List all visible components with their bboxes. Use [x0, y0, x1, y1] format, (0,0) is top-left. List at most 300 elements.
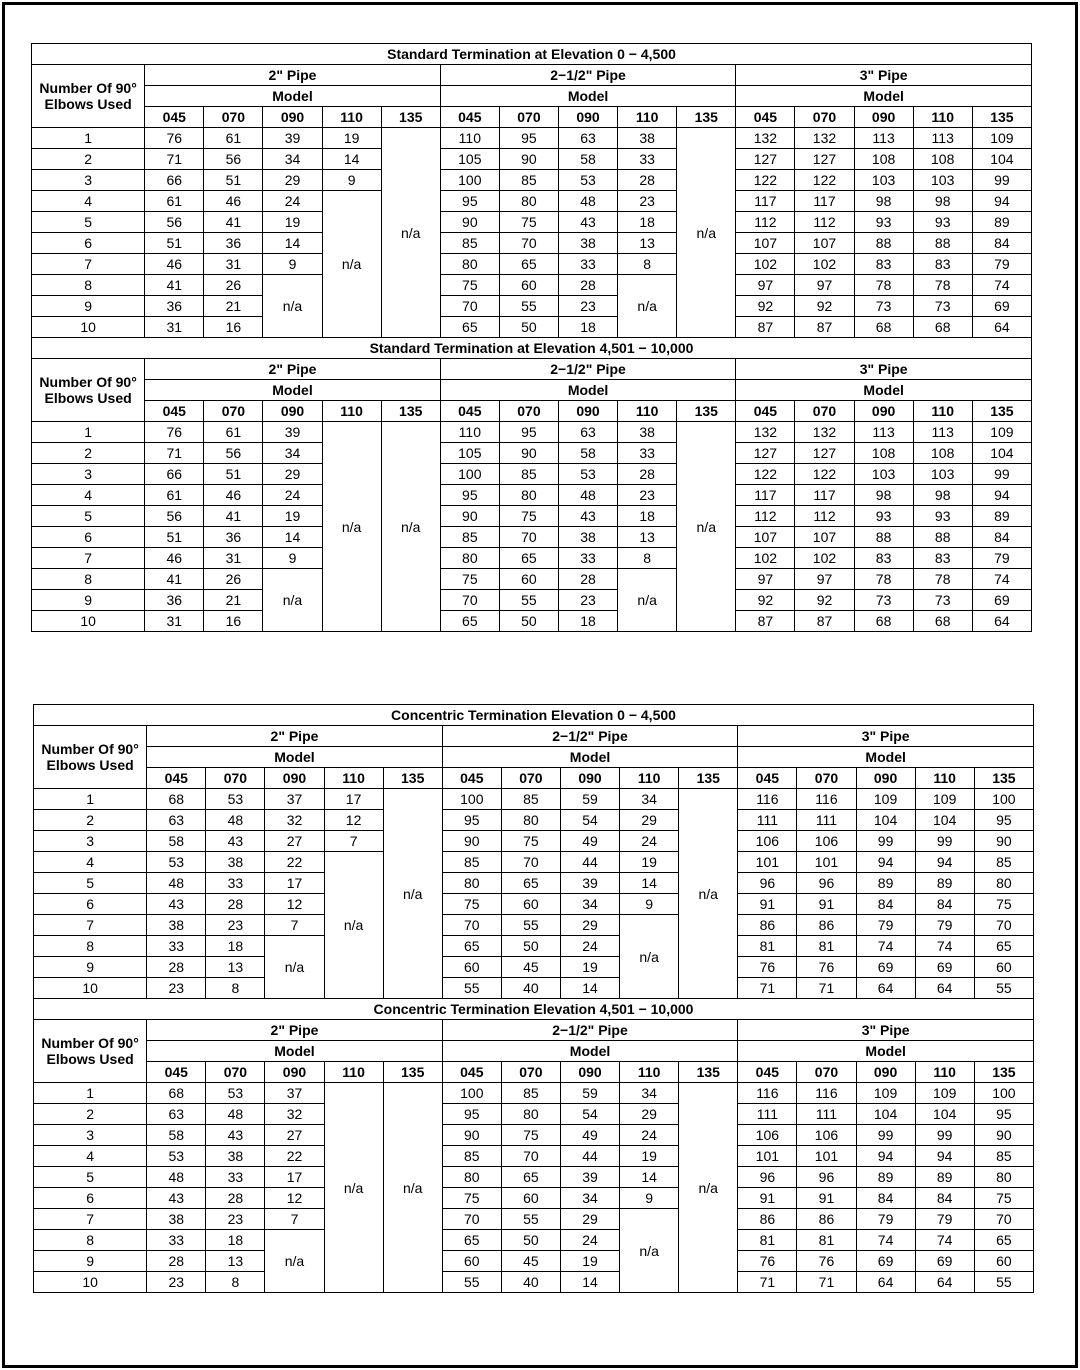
length-value-cell: 73	[913, 296, 972, 317]
length-value-cell: 65	[501, 1167, 560, 1188]
length-value-cell: 94	[856, 1146, 915, 1167]
length-value-cell: 122	[736, 170, 795, 191]
elbow-count-cell: 4	[34, 1146, 147, 1167]
length-value-cell: 53	[206, 789, 265, 810]
length-value-cell: 31	[204, 548, 263, 569]
length-value-cell: 9	[322, 170, 381, 191]
length-value-cell: 34	[263, 149, 322, 170]
length-value-cell: 70	[501, 852, 560, 873]
length-value-cell: 61	[145, 191, 204, 212]
length-value-cell: 105	[440, 149, 499, 170]
length-value-cell: 132	[736, 422, 795, 443]
length-value-cell: 70	[440, 296, 499, 317]
length-value-cell: 80	[442, 873, 501, 894]
model-code: 045	[738, 768, 797, 789]
length-value-cell: 61	[204, 128, 263, 149]
length-value-cell: 64	[915, 978, 974, 999]
length-value-cell: 33	[558, 254, 617, 275]
model-code: 070	[797, 768, 856, 789]
standard-termination-table	[31, 43, 1032, 632]
length-value-cell: 89	[856, 1167, 915, 1188]
model-label: Model	[147, 747, 443, 768]
length-value-cell: 70	[974, 915, 1033, 936]
length-value-cell: 100	[974, 789, 1033, 810]
table-row	[34, 789, 1034, 810]
length-value-cell: 79	[856, 1209, 915, 1230]
length-value-cell: 55	[501, 915, 560, 936]
length-value-cell: 100	[974, 1083, 1033, 1104]
length-value-cell: 18	[206, 936, 265, 957]
model-code: 070	[204, 401, 263, 422]
table-row	[34, 1083, 1034, 1104]
length-value-cell: 113	[854, 422, 913, 443]
length-value-cell: 44	[560, 1146, 619, 1167]
pipe-size-header: 3" Pipe	[738, 1020, 1034, 1041]
model-code: 090	[854, 107, 913, 128]
length-value-cell: 70	[974, 1209, 1033, 1230]
length-value-cell: 38	[618, 422, 677, 443]
length-value-cell: 104	[972, 149, 1031, 170]
length-value-cell: 94	[972, 191, 1031, 212]
length-value-cell: 85	[974, 1146, 1033, 1167]
length-value-cell: 91	[797, 1188, 856, 1209]
model-label-row	[32, 86, 1032, 107]
table-row	[34, 1104, 1034, 1125]
length-value-cell: 69	[915, 1251, 974, 1272]
length-value-cell: 43	[558, 506, 617, 527]
length-value-cell: 106	[738, 831, 797, 852]
elbow-count-cell: 2	[34, 810, 147, 831]
length-value-cell: 102	[736, 548, 795, 569]
model-code: 045	[442, 1062, 501, 1083]
length-value-cell: 86	[738, 915, 797, 936]
length-value-cell: 112	[795, 506, 854, 527]
model-code: 045	[736, 401, 795, 422]
length-value-cell: 79	[856, 915, 915, 936]
length-value-cell: 70	[440, 590, 499, 611]
length-value-cell: 80	[440, 254, 499, 275]
model-label: Model	[442, 747, 738, 768]
length-value-cell: 85	[440, 233, 499, 254]
elbow-count-cell: 10	[32, 317, 145, 338]
length-value-cell: 31	[204, 254, 263, 275]
length-value-cell: 74	[856, 1230, 915, 1251]
length-value-cell: 88	[913, 527, 972, 548]
length-value-cell: 122	[795, 464, 854, 485]
elbow-count-cell: 9	[34, 1251, 147, 1272]
elbow-count-cell: 5	[32, 212, 145, 233]
length-value-cell: 71	[797, 978, 856, 999]
elbow-count-cell: 5	[34, 1167, 147, 1188]
model-code: 045	[440, 107, 499, 128]
length-value-cell: 80	[501, 1104, 560, 1125]
row-header-elbows: Number Of 90° Elbows Used	[34, 726, 147, 789]
length-value-cell: 94	[915, 852, 974, 873]
length-value-cell: 107	[795, 233, 854, 254]
length-value-cell: 116	[738, 789, 797, 810]
length-value-cell: 116	[797, 1083, 856, 1104]
length-value-cell: 80	[442, 1167, 501, 1188]
table-row	[34, 1167, 1034, 1188]
length-value-cell: 9	[620, 894, 679, 915]
length-value-cell: 12	[265, 1188, 324, 1209]
length-value-cell: 86	[738, 1209, 797, 1230]
length-value-cell: 24	[560, 1230, 619, 1251]
table-row	[32, 485, 1032, 506]
elbow-count-cell: 3	[34, 1125, 147, 1146]
length-value-cell: 41	[145, 275, 204, 296]
length-value-cell: 75	[974, 894, 1033, 915]
length-value-cell: 65	[974, 936, 1033, 957]
length-value-cell: 92	[795, 590, 854, 611]
length-value-cell: 92	[795, 296, 854, 317]
na-cell: n/a	[677, 128, 736, 338]
length-value-cell: 26	[204, 275, 263, 296]
length-value-cell: 74	[972, 275, 1031, 296]
length-value-cell: 112	[736, 506, 795, 527]
elbow-count-cell: 7	[34, 1209, 147, 1230]
length-value-cell: 40	[501, 978, 560, 999]
model-code: 110	[618, 107, 677, 128]
pipe-size-header: 2" Pipe	[147, 1020, 443, 1041]
length-value-cell: 19	[560, 957, 619, 978]
model-code: 045	[147, 768, 206, 789]
model-code: 110	[322, 107, 381, 128]
length-value-cell: 55	[974, 978, 1033, 999]
length-value-cell: 63	[147, 810, 206, 831]
length-value-cell: 14	[560, 978, 619, 999]
elbow-count-cell: 6	[34, 894, 147, 915]
model-code: 135	[679, 1062, 738, 1083]
model-label-row	[32, 380, 1032, 401]
elbow-count-cell: 10	[32, 611, 145, 632]
elbow-count-cell: 9	[34, 957, 147, 978]
length-value-cell: 102	[795, 254, 854, 275]
length-value-cell: 8	[206, 1272, 265, 1293]
length-value-cell: 19	[620, 1146, 679, 1167]
length-value-cell: 95	[974, 810, 1033, 831]
length-value-cell: 60	[974, 957, 1033, 978]
length-value-cell: 28	[558, 275, 617, 296]
model-code: 110	[913, 107, 972, 128]
pipe-size-header: 2−1/2" Pipe	[440, 359, 736, 380]
elbow-count-cell: 10	[34, 1272, 147, 1293]
length-value-cell: 43	[147, 1188, 206, 1209]
length-value-cell: 34	[560, 894, 619, 915]
length-value-cell: 88	[854, 233, 913, 254]
length-value-cell: 46	[204, 191, 263, 212]
length-value-cell: 85	[499, 464, 558, 485]
length-value-cell: 85	[499, 170, 558, 191]
length-value-cell: 56	[204, 149, 263, 170]
length-value-cell: 83	[913, 254, 972, 275]
length-value-cell: 28	[147, 957, 206, 978]
elbow-count-cell: 2	[34, 1104, 147, 1125]
length-value-cell: 38	[558, 527, 617, 548]
elbow-count-cell: 3	[32, 170, 145, 191]
length-value-cell: 109	[915, 1083, 974, 1104]
length-value-cell: 59	[560, 789, 619, 810]
na-cell: n/a	[677, 422, 736, 632]
length-value-cell: 99	[972, 464, 1031, 485]
model-code: 110	[620, 768, 679, 789]
model-code: 045	[442, 768, 501, 789]
length-value-cell: 85	[442, 852, 501, 873]
length-value-cell: 70	[442, 1209, 501, 1230]
length-value-cell: 18	[558, 317, 617, 338]
na-cell: n/a	[618, 275, 677, 338]
length-value-cell: 84	[915, 894, 974, 915]
length-value-cell: 94	[915, 1146, 974, 1167]
length-value-cell: 92	[736, 296, 795, 317]
elbow-count-cell: 5	[34, 873, 147, 894]
length-value-cell: 71	[797, 1272, 856, 1293]
length-value-cell: 90	[974, 1125, 1033, 1146]
length-value-cell: 60	[974, 1251, 1033, 1272]
table-row	[32, 527, 1032, 548]
elbow-count-cell: 2	[32, 149, 145, 170]
model-code: 090	[856, 768, 915, 789]
length-value-cell: 73	[854, 296, 913, 317]
elbow-count-cell: 1	[34, 1083, 147, 1104]
model-code: 135	[381, 401, 440, 422]
model-code: 090	[558, 401, 617, 422]
length-value-cell: 61	[204, 422, 263, 443]
length-value-cell: 21	[204, 590, 263, 611]
length-value-cell: 69	[972, 296, 1031, 317]
length-value-cell: 29	[560, 915, 619, 936]
length-value-cell: 46	[204, 485, 263, 506]
length-value-cell: 89	[915, 873, 974, 894]
length-value-cell: 132	[795, 422, 854, 443]
length-value-cell: 90	[499, 149, 558, 170]
length-value-cell: 81	[738, 936, 797, 957]
length-value-cell: 79	[915, 1209, 974, 1230]
length-value-cell: 64	[972, 317, 1031, 338]
length-value-cell: 70	[499, 233, 558, 254]
length-value-cell: 63	[147, 1104, 206, 1125]
table-row	[32, 548, 1032, 569]
model-code: 135	[677, 401, 736, 422]
length-value-cell: 95	[442, 1104, 501, 1125]
length-value-cell: 43	[558, 212, 617, 233]
model-label: Model	[440, 380, 736, 401]
length-value-cell: 24	[560, 936, 619, 957]
length-value-cell: 53	[147, 1146, 206, 1167]
length-value-cell: 66	[145, 464, 204, 485]
length-value-cell: 111	[797, 1104, 856, 1125]
model-label: Model	[736, 380, 1032, 401]
length-value-cell: 33	[206, 873, 265, 894]
length-value-cell: 113	[913, 128, 972, 149]
length-value-cell: 31	[145, 611, 204, 632]
model-code: 070	[795, 401, 854, 422]
model-code: 090	[263, 107, 322, 128]
length-value-cell: 14	[263, 527, 322, 548]
length-value-cell: 39	[263, 128, 322, 149]
elbow-count-cell: 6	[32, 233, 145, 254]
length-value-cell: 98	[913, 191, 972, 212]
length-value-cell: 23	[618, 485, 677, 506]
length-value-cell: 109	[856, 1083, 915, 1104]
length-value-cell: 90	[974, 831, 1033, 852]
table-row	[34, 852, 1034, 873]
length-value-cell: 16	[204, 611, 263, 632]
length-value-cell: 110	[440, 128, 499, 149]
na-cell: n/a	[620, 1209, 679, 1293]
pipe-header-row	[32, 65, 1032, 86]
length-value-cell: 14	[322, 149, 381, 170]
length-value-cell: 75	[974, 1188, 1033, 1209]
length-value-cell: 117	[795, 191, 854, 212]
model-code: 135	[677, 107, 736, 128]
length-value-cell: 107	[795, 527, 854, 548]
pipe-size-header: 3" Pipe	[736, 359, 1032, 380]
length-value-cell: 7	[265, 915, 324, 936]
length-value-cell: 48	[558, 485, 617, 506]
section-title: Concentric Termination Elevation 0 − 4,500	[34, 705, 1034, 726]
length-value-cell: 95	[440, 485, 499, 506]
elbow-count-cell: 4	[32, 191, 145, 212]
length-value-cell: 99	[856, 831, 915, 852]
model-code: 110	[618, 401, 677, 422]
table-row	[32, 422, 1032, 443]
length-value-cell: 103	[854, 170, 913, 191]
model-code: 110	[620, 1062, 679, 1083]
model-code: 070	[795, 107, 854, 128]
length-value-cell: 78	[913, 275, 972, 296]
length-value-cell: 84	[915, 1188, 974, 1209]
length-value-cell: 86	[797, 915, 856, 936]
model-code: 110	[324, 1062, 383, 1083]
length-value-cell: 79	[915, 915, 974, 936]
table-row	[32, 254, 1032, 275]
elbow-count-cell: 2	[32, 443, 145, 464]
length-value-cell: 84	[856, 1188, 915, 1209]
length-value-cell: 18	[618, 506, 677, 527]
section-title-row	[32, 44, 1032, 65]
length-value-cell: 91	[797, 894, 856, 915]
model-code: 070	[797, 1062, 856, 1083]
model-code: 090	[560, 1062, 619, 1083]
model-code: 045	[145, 401, 204, 422]
length-value-cell: 18	[206, 1230, 265, 1251]
length-value-cell: 23	[206, 915, 265, 936]
length-value-cell: 97	[736, 569, 795, 590]
length-value-cell: 29	[263, 170, 322, 191]
length-value-cell: 41	[204, 212, 263, 233]
length-value-cell: 39	[263, 422, 322, 443]
model-code: 090	[856, 1062, 915, 1083]
length-value-cell: 97	[795, 569, 854, 590]
length-value-cell: 70	[499, 527, 558, 548]
length-value-cell: 60	[442, 1251, 501, 1272]
length-value-cell: 87	[736, 611, 795, 632]
length-value-cell: 27	[265, 831, 324, 852]
length-value-cell: 39	[560, 1167, 619, 1188]
length-value-cell: 58	[147, 831, 206, 852]
length-value-cell: 33	[618, 149, 677, 170]
model-code: 070	[499, 107, 558, 128]
length-value-cell: 41	[204, 506, 263, 527]
length-value-cell: 97	[736, 275, 795, 296]
table-row	[34, 1230, 1034, 1251]
table-row	[34, 873, 1034, 894]
length-value-cell: 38	[147, 1209, 206, 1230]
length-value-cell: 68	[147, 1083, 206, 1104]
length-value-cell: 37	[265, 789, 324, 810]
section-title: Standard Termination at Elevation 0 − 4,500	[32, 44, 1032, 65]
table-row	[32, 149, 1032, 170]
length-value-cell: 109	[972, 422, 1031, 443]
length-value-cell: 56	[204, 443, 263, 464]
length-value-cell: 103	[913, 464, 972, 485]
length-value-cell: 63	[558, 422, 617, 443]
model-code-row	[34, 1062, 1034, 1083]
length-value-cell: 12	[324, 810, 383, 831]
length-value-cell: 23	[618, 191, 677, 212]
length-value-cell: 111	[797, 810, 856, 831]
length-value-cell: 89	[972, 212, 1031, 233]
length-value-cell: 36	[204, 527, 263, 548]
table-row	[34, 1209, 1034, 1230]
length-value-cell: 93	[913, 506, 972, 527]
length-value-cell: 19	[620, 852, 679, 873]
length-value-cell: 100	[440, 170, 499, 191]
length-value-cell: 28	[618, 464, 677, 485]
elbow-count-cell: 5	[32, 506, 145, 527]
length-value-cell: 60	[499, 275, 558, 296]
na-cell: n/a	[322, 422, 381, 632]
length-value-cell: 28	[206, 894, 265, 915]
length-value-cell: 43	[206, 831, 265, 852]
elbow-count-cell: 10	[34, 978, 147, 999]
length-value-cell: 34	[560, 1188, 619, 1209]
length-value-cell: 97	[795, 275, 854, 296]
model-code: 110	[915, 768, 974, 789]
length-value-cell: 109	[915, 789, 974, 810]
na-cell: n/a	[322, 191, 381, 338]
length-value-cell: 8	[618, 254, 677, 275]
length-value-cell: 76	[797, 1251, 856, 1272]
elbow-count-cell: 7	[32, 548, 145, 569]
length-value-cell: 80	[499, 191, 558, 212]
length-value-cell: 27	[265, 1125, 324, 1146]
table-row	[32, 506, 1032, 527]
length-value-cell: 53	[558, 464, 617, 485]
length-value-cell: 68	[913, 317, 972, 338]
length-value-cell: 78	[913, 569, 972, 590]
length-value-cell: 80	[501, 810, 560, 831]
length-value-cell: 36	[145, 296, 204, 317]
length-value-cell: 55	[442, 978, 501, 999]
model-code: 070	[204, 107, 263, 128]
length-value-cell: 36	[204, 233, 263, 254]
elbow-count-cell: 7	[32, 254, 145, 275]
length-value-cell: 68	[147, 789, 206, 810]
model-code: 070	[501, 1062, 560, 1083]
length-value-cell: 106	[797, 1125, 856, 1146]
table-row	[32, 275, 1032, 296]
elbow-count-cell: 6	[32, 527, 145, 548]
length-value-cell: 85	[442, 1146, 501, 1167]
model-code: 110	[322, 401, 381, 422]
model-code-row	[32, 401, 1032, 422]
length-value-cell: 38	[206, 1146, 265, 1167]
length-value-cell: 127	[795, 443, 854, 464]
length-value-cell: 19	[322, 128, 381, 149]
pipe-size-header: 2−1/2" Pipe	[442, 726, 738, 747]
